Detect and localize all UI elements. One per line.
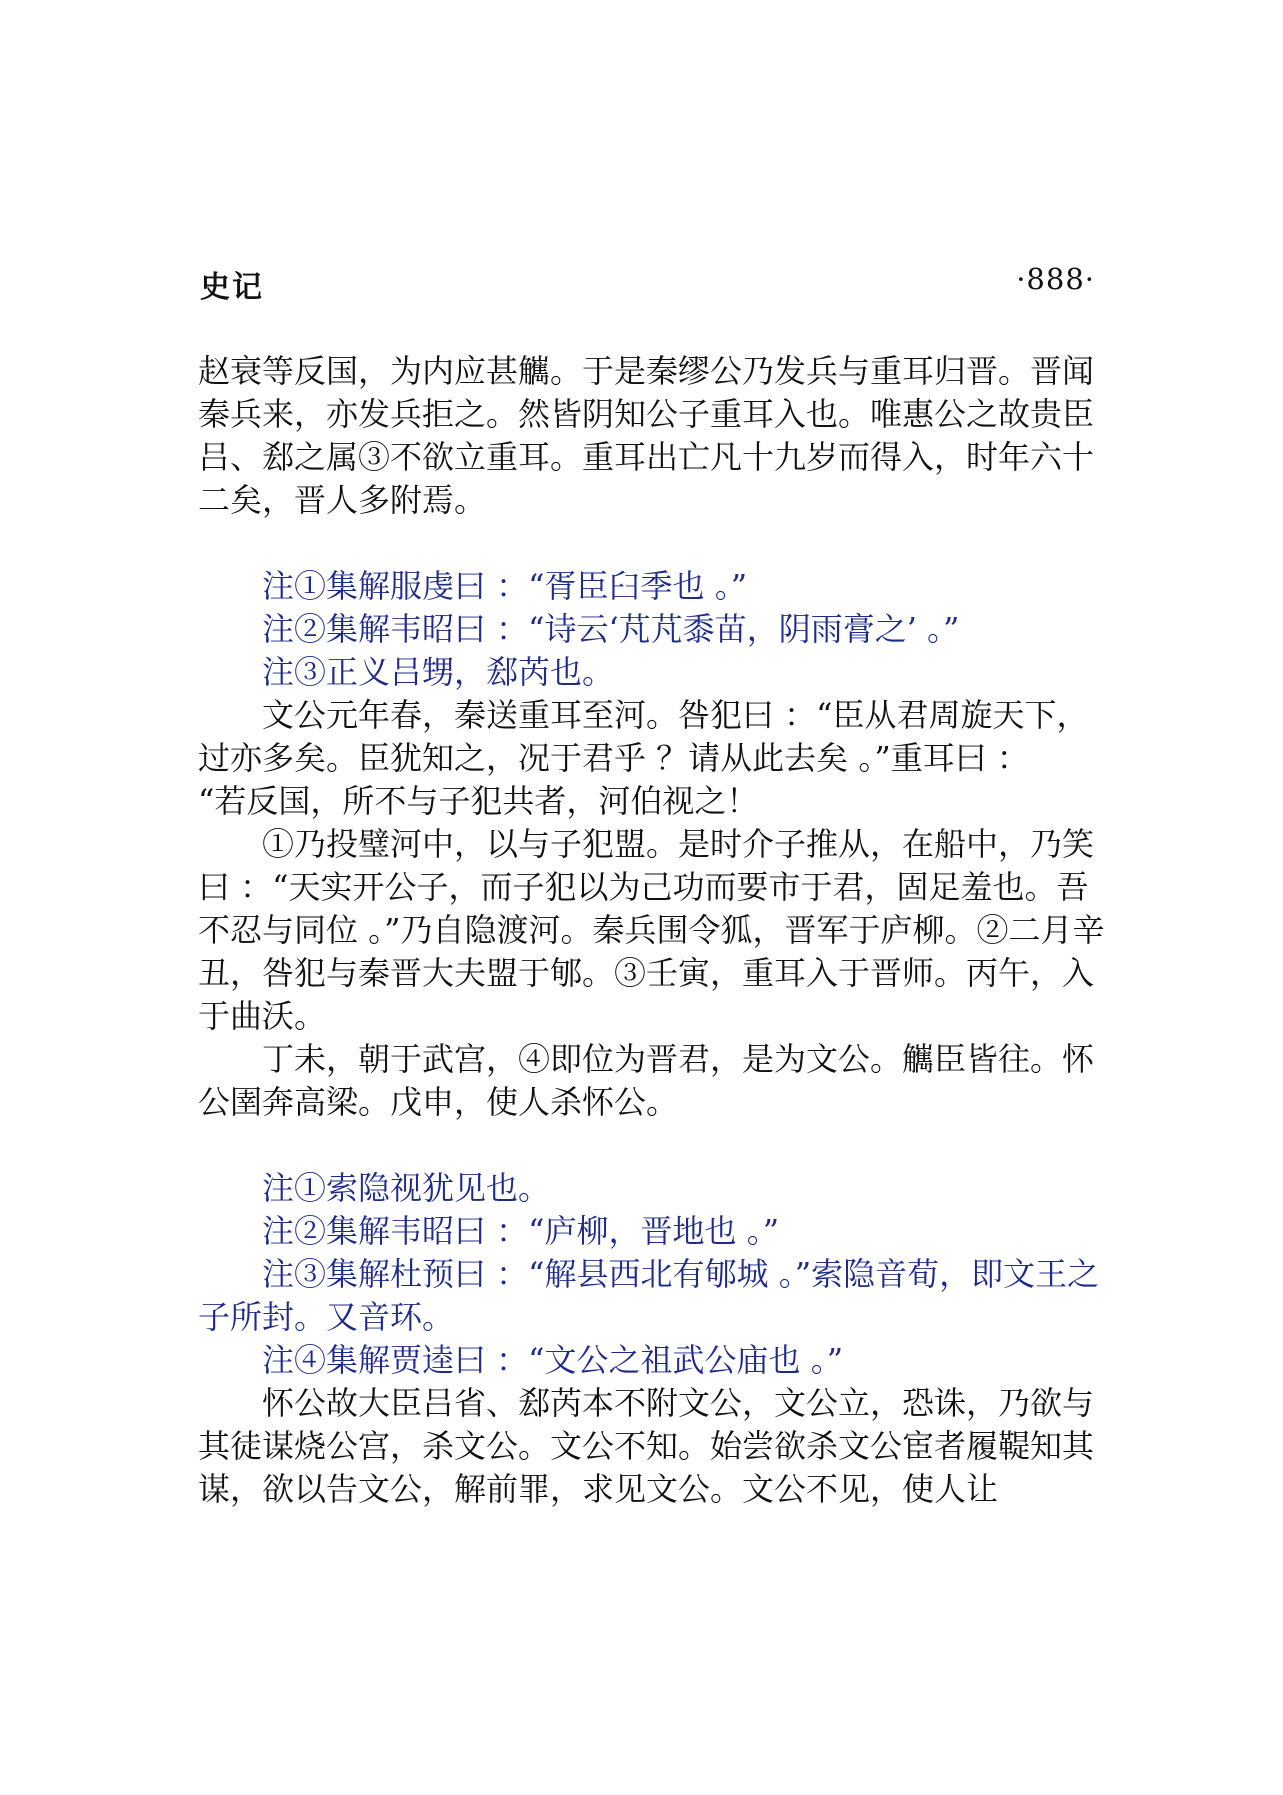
- note-6: 注③集解杜预曰 ：“解县西北有郇城 。”索隐音荀，即文王之子所封。又音环。: [198, 1255, 1100, 1336]
- note-5: 注②集解韦昭曰 ：“庐柳，晋地也 。”: [262, 1212, 780, 1250]
- body-text: [198, 350, 1108, 1511]
- paragraph-4: ①乃投璧河中，以与子犯盟。是时介子推从，在船中，乃笑曰 ：“天实开公子，而子犯以为己功而要市于君，固足羞也。吾不忍与同位 。”乃自隐渡河。秦兵围令狐，晋军于庐柳。②二月辛丑，咎犯与秦晋大夫盟于郇。③壬寅，重耳入于晋师。丙午，入于曲沃。: [198, 825, 1105, 1035]
- note-7: 注④集解贾逵曰 ：“文公之祖武公庙也 。”: [262, 1341, 844, 1379]
- page-number: ·888·: [1016, 262, 1095, 296]
- note-4: 注①索隐视犹见也。: [262, 1169, 551, 1207]
- paragraph-3: “若反国，所不与子犯共者，河伯视之！: [198, 782, 759, 820]
- paragraph-5: 丁未，朝于武宫，④即位为晋君，是为文公。觽臣皆往。怀公圉奔高梁。戊申，使人杀怀公。: [198, 1040, 1095, 1121]
- paragraph-gap: [198, 1124, 1108, 1167]
- paragraph-6: 怀公故大臣吕省、郄芮本不附文公，文公立，恐诛，乃欲与其徒谋烧公宫，杀文公。文公不知。始尝欲杀文公宦者履鞮知其谋，欲以告文公，解前罪，求见文公。文公不见，使人让: [198, 1384, 1095, 1508]
- page-header: [200, 262, 1095, 306]
- note-2: 注②集解韦昭曰 ：“诗云‘芃芃黍苗，阴雨膏之’ 。”: [262, 610, 960, 648]
- book-title: 史记: [200, 270, 264, 305]
- note-3: 注③正义吕甥，郄芮也。: [262, 653, 615, 691]
- note-1: 注①集解服虔曰 ：“胥臣臼季也 。”: [262, 567, 748, 605]
- paragraph-1: 赵衰等反国，为内应甚觽。于是秦缪公乃发兵与重耳归晋。晋闻秦兵来，亦发兵拒之。然皆阴知公子重耳入也。唯惠公之故贵臣吕、郄之属③不欲立重耳。重耳出亡凡十九岁而得入，时年六十二矣，晋人多附焉。: [198, 352, 1095, 519]
- paragraph-gap: [198, 522, 1108, 565]
- paragraph-2: 文公元年春，秦送重耳至河。咎犯曰 ：“臣从君周旋天下，过亦多矣。臣犹知之，况于君乎 ？请从此去矣 。”重耳曰 ：: [198, 696, 1089, 777]
